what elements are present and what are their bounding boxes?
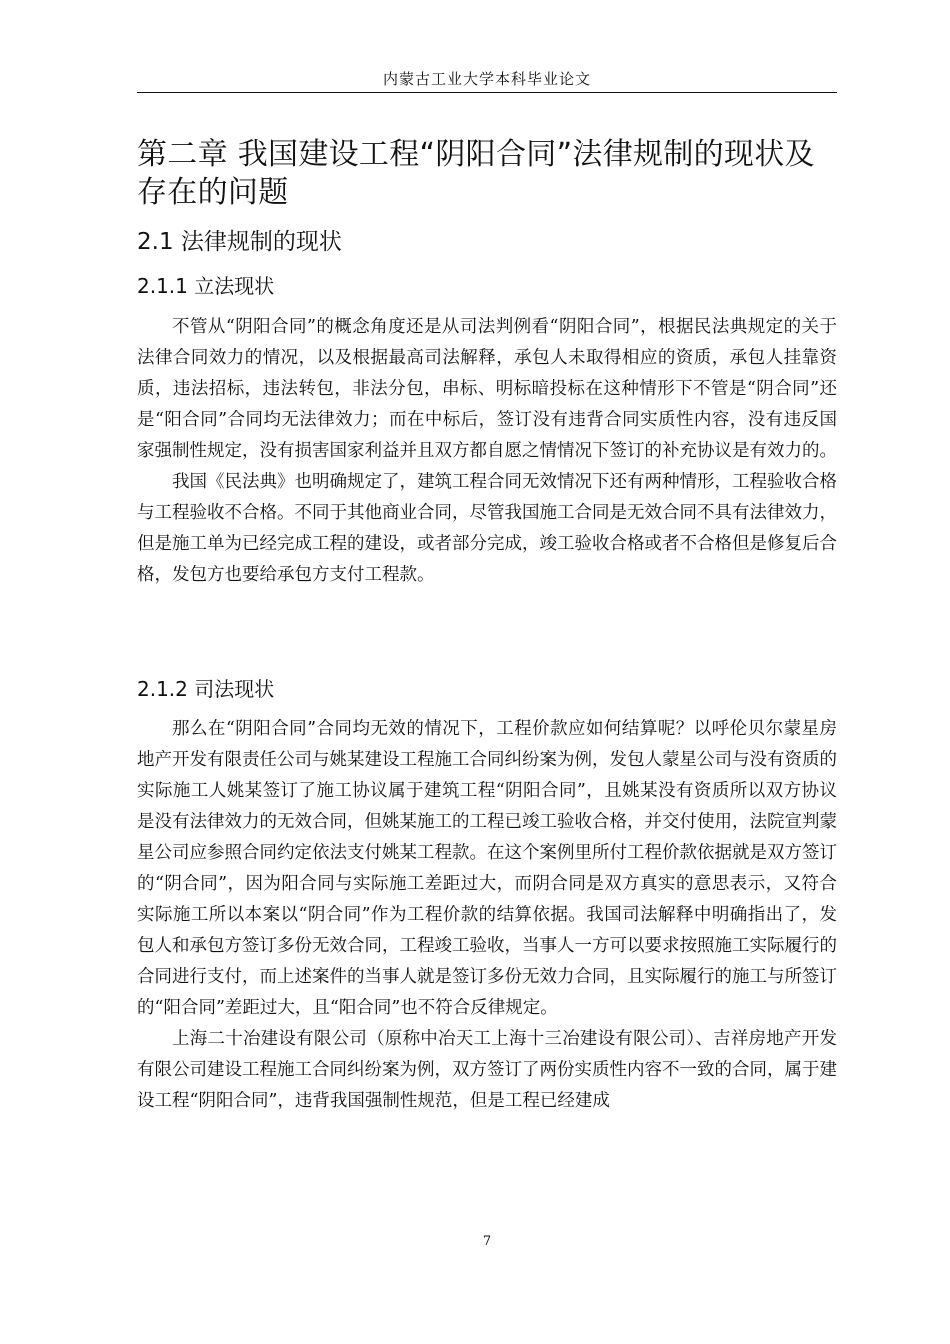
chapter-title: 第二章 我国建设工程“阴阳合同”法律规制的现状及存在的问题 [137, 137, 815, 210]
subsection-heading-judicial: 2.1.2 司法现状 [137, 677, 275, 701]
paragraph: 我国《民法典》也明确规定了，建筑工程合同无效情况下还有两种情形，工程验收合格与工程验收不合格。不同于其他商业合同，尽管我国施工合同是无效合同不具有法律效力，但是施工单为已经完成工程的建设，或者部分完成，竣工验收合格或者不合格但是修复后合格，发包方也要给承包方支付工程款。 [137, 472, 837, 585]
section-heading: 2.1 法律规制的现状 [137, 229, 342, 255]
page-number: 7 [482, 1234, 492, 1249]
legislation-body [137, 312, 837, 591]
header-divider [137, 92, 837, 93]
paragraph: 那么在“阴阳合同”合同均无效的情况下，工程价款应如何结算呢？以呼伦贝尔蒙星房地产开发有限责任公司与姚某建设工程施工合同纠纷案为例，发包人蒙星公司与没有资质的实际施工人姚某签订了施工协议属于建筑工程“阴阳合同”，且姚某没有资质所以双方协议是没有法律效力的无效合同，但姚某施工的工程已竣工验收合格，并交付使用，法院宣判蒙星公司应参照合同约定依法支付姚某工程款。在这个案例里所付工程价款依据就是双方签订的“阴合同”，因为阳合同与实际施工差距过大，而阴合同是双方真实的意思表示，又符合实际施工所以本案以“阴合同”作为工程价款的结算依据。我国司法解释中明确指出了，发包人和承包方签订多份无效合同，工程竣工验收，当事人一方可以要求按照施工实际履行的合同进行支付，而上述案件的当事人就是签订多份无效力合同，且实际履行的施工与所签订的“阳合同”差距过大，且“阳合同”也不符合反律规定。 [137, 719, 837, 1018]
subsection-heading-legislation: 2.1.1 立法现状 [137, 274, 275, 298]
paragraph: 上海二十冶建设有限公司（原称中冶天工上海十三冶建设有限公司）、吉祥房地产开发有限公司建设工程施工合同纠纷案为例，双方签订了两份实质性内容不一致的合同，属于建设工程“阴阳合同”，违背我国强制性规范，但是工程已经建成 [137, 1029, 837, 1111]
paragraph: 不管从“阴阳合同”的概念角度还是从司法判例看“阴阳合同”，根据民法典规定的关于法律合同效力的情况，以及根据最高司法解释，承包人未取得相应的资质，承包人挂靠资质，违法招标，违法转包，非法分包，串标、明标暗投标在这种情形下不管是“阴合同”还是“阳合同”合同均无法律效力；而在中标后，签订没有违背合同实质性内容，没有违反国家强制性规定，没有损害国家利益并且双方都自愿之情情况下签订的补充协议是有效力的。 [137, 317, 837, 461]
judicial-body [137, 714, 837, 1117]
running-header: 内蒙古工业大学本科毕业论文 [382, 70, 591, 88]
